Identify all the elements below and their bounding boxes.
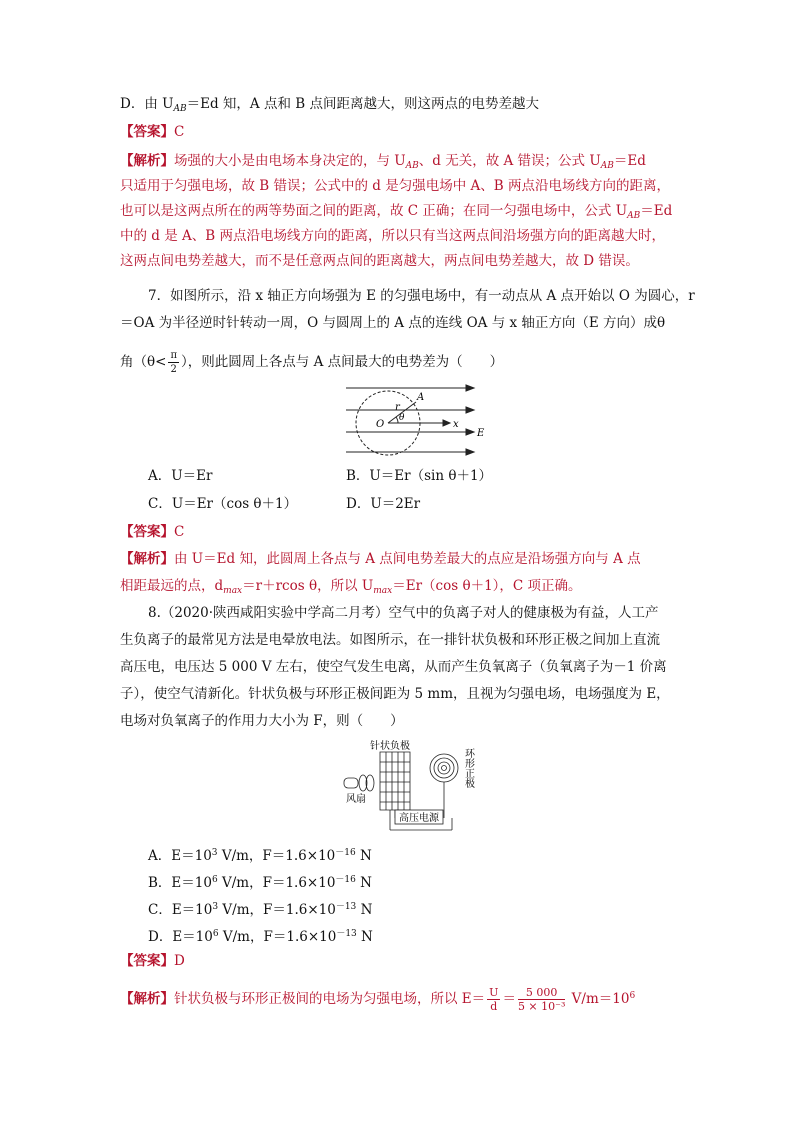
q7-explanation-line1: 【解析】由 U＝Ed 知，此圆周上各点与 A 点间电势差最大的点应是沿场强方向与 A 点 — [120, 551, 641, 567]
q8-stem-line4: 子），使空气清新化。针状负极与环形正极间距为 5 mm，且视为匀强电场，电场强度为 E， — [120, 686, 670, 702]
q6-explanation-line1: 【解析】场强的大小是由电场本身决定的，与 $U_{AB}$、d 无关，故 A 错误；公式 $U_{AB}=Ed$ — [120, 153, 646, 171]
q6-explanation-line3: 也可以是这两点所在的两等势面之间的距离，故 C 正确；在同一匀强电场中，公式 $U_{AB}=Ed$ — [120, 203, 673, 221]
q8-option-b: B．$E=10^6$ V/m，$F=1.6\times 10^{-16}$ N — [148, 875, 372, 891]
fig8-fan-label: 风扇 — [346, 794, 366, 805]
q8-ionizer-diagram — [340, 738, 480, 832]
q8-option-d: D．$E=10^6$ V/m，$F=1.6\times 10^{-13}$ N — [148, 929, 373, 945]
q8-explanation-line1: 【解析】针状负极与环形正极间的电场为匀强电场，所以 E＝ $\frac{U}{d}$ ＝ $\frac{5 000}{\text{5 × 10⁻³}}$ $V/m=10^6$ — [120, 986, 636, 1013]
q7-option-d: D．U＝2Er — [346, 496, 421, 512]
fig8-needle-label: 针状负极 — [370, 741, 410, 752]
q7-stem-line1: 7．如图所示，沿 x 轴正方向场强为 E 的匀强电场中，有一动点从 A 点开始以 O 为圆心，r — [148, 288, 695, 304]
q8-stem-line1: 8.（2020·陕西咸阳实验中学高二月考）空气中的负离子对人的健康极为有益，人工产 — [148, 605, 659, 621]
q8-option-a: A．$E=10^3$ V/m，$F=1.6\times 10^{-16}$ N — [148, 848, 372, 864]
q6-option-d: D．由 $U_{AB}=Ed$ 知，A 点和 B 点间距离越大，则这两点的电势差越大 — [120, 96, 539, 114]
q8-stem-line2: 生负离子的最常见方法是电晕放电法。如图所示，在一排针状负极和环形正极之间加上直流 — [120, 632, 660, 648]
q8-answer: 【答案】D — [120, 953, 185, 969]
q6-explanation-line2: 只适用于匀强电场，故 B 错误；公式中的 d 是匀强电场中 A、B 两点沿电场线方向的距离， — [120, 178, 670, 194]
q7-option-a: A．U＝Er — [148, 468, 213, 484]
fig8-ring-label: 环形正极 — [462, 748, 474, 788]
q7-option-b: B．U＝Er（sin θ＋1） — [346, 468, 493, 484]
q8-option-c: C．$E=10^3$ V/m，$F=1.6\times 10^{-13}$ N — [148, 902, 373, 918]
q7-field-diagram — [338, 380, 488, 460]
q7-answer: 【答案】C — [120, 524, 185, 540]
q6-explanation-line5: 这两点间电势差越大，而不是任意两点间的距离越大，两点间电势差越大，故 D 错误。 — [120, 253, 639, 269]
q6-answer: 【答案】C — [120, 124, 185, 140]
fig7-label-e: E — [477, 428, 485, 439]
q7-stem-line3: 角（θ< $\frac{\pi}{2}$ ），则此圆周上各点与 A 点间最大的电势差为（ ） — [120, 350, 504, 375]
fig8-power-label: 高压电源 — [399, 813, 439, 824]
q8-stem-line3: 高压电，电压达 5 000 V 左右，使空气发生电离，从而产生负氧离子（负氧离子为－1 价离 — [120, 659, 667, 675]
fig7-label-a: A — [417, 392, 425, 403]
fig7-label-r: r — [395, 402, 400, 413]
fig7-label-x: x — [453, 419, 459, 430]
q6-explanation-line4: 中的 d 是 A、B 两点沿电场线方向的距离，所以只有当这两点间沿场强方向的距离越大时， — [120, 228, 665, 244]
q7-stem-line2: ＝OA 为半径逆时针转动一周，O 与圆周上的 A 点的连线 OA 与 x 轴正方向（E 方向）成θ — [120, 315, 666, 331]
q7-option-c: C．U＝Er（cos θ＋1） — [148, 496, 298, 512]
q7-explanation-line2: 相距最远的点，$d_{max}=r+rcos$ θ，所以 $U_{max}=Er(\cos$ θ＋1），C 项正确。 — [120, 578, 582, 596]
fig7-label-o: O — [376, 419, 385, 430]
fig7-label-theta: θ — [399, 413, 405, 423]
q8-stem-line5: 电场对负氧离子的作用力大小为 F，则（ ） — [120, 713, 404, 729]
